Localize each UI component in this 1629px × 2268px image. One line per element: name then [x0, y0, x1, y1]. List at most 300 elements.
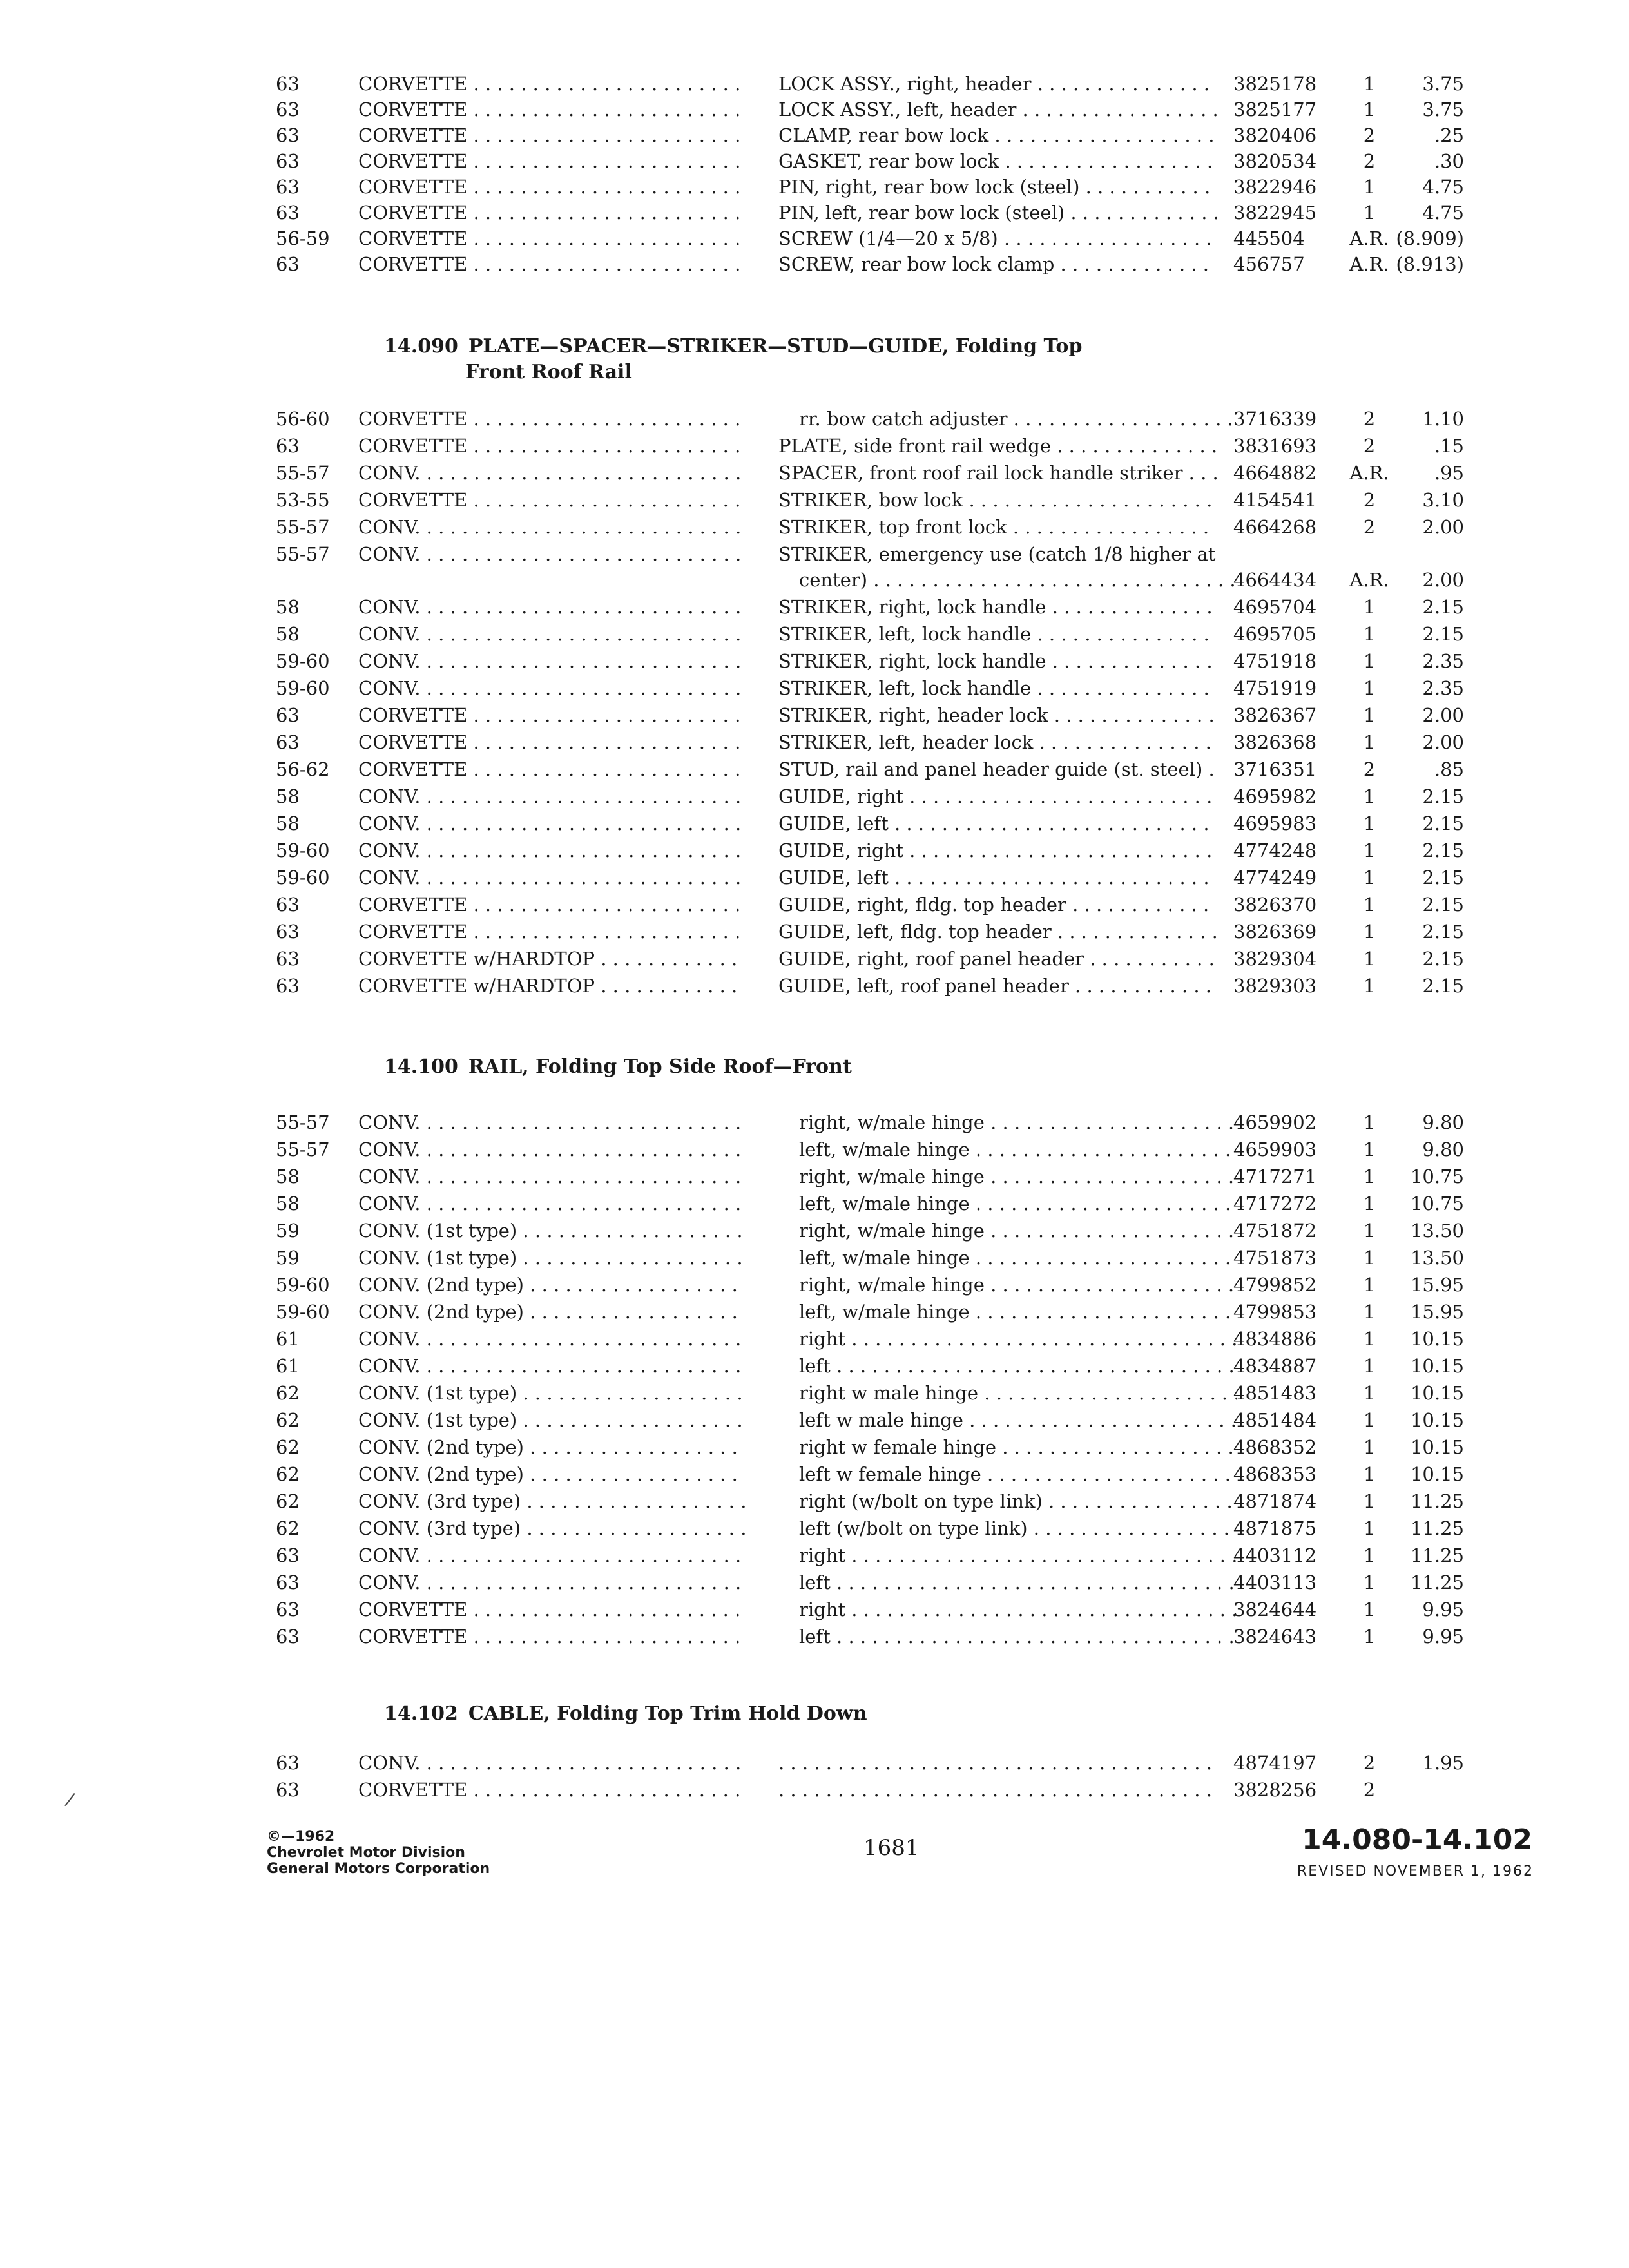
year-cell: 62	[276, 1382, 300, 1404]
description-cell: left . . .	[799, 1570, 1237, 1595]
model-cell: CONV. (2nd type) . . .	[358, 1272, 745, 1298]
price-cell: 11.25	[1410, 1544, 1464, 1566]
table-row	[0, 1434, 1629, 1460]
price-cell: 10.15	[1410, 1328, 1464, 1350]
year-cell: 55-57	[276, 1139, 330, 1160]
model-cell: CONV. . . .	[358, 1542, 745, 1568]
part-number-cell: 4717272	[1233, 1193, 1317, 1215]
description-cell: right w male hinge . . .	[799, 1380, 1237, 1406]
quantity-cell: 2	[1363, 124, 1376, 146]
year-cell: 63	[276, 1779, 300, 1801]
description-cell: left (w/bolt on type link) . . .	[799, 1515, 1237, 1541]
description-cell: right w female hinge . . .	[799, 1434, 1237, 1460]
price-cell: 10.15	[1410, 1355, 1464, 1377]
part-number-cell: 3826368	[1233, 731, 1317, 753]
quantity-cell: A.R.	[1349, 253, 1389, 275]
price-cell: 2.00	[1422, 731, 1464, 753]
table-row	[0, 226, 1629, 251]
part-number-cell: 4659903	[1233, 1139, 1317, 1160]
price-cell: 3.10	[1422, 489, 1464, 511]
description-cell: STRIKER, bow lock . . .	[778, 487, 1217, 513]
model-cell: CORVETTE . . .	[358, 122, 745, 148]
model-cell: CONV. . . .	[358, 1164, 745, 1189]
part-number-cell: 3716339	[1233, 408, 1317, 430]
model-cell: CORVETTE . . .	[358, 919, 745, 945]
year-cell: 63	[276, 99, 300, 120]
year-cell: 63	[276, 1626, 300, 1648]
year-cell: 59	[276, 1247, 300, 1269]
model-cell: CONV. . . .	[358, 838, 745, 863]
model-cell: CORVETTE . . .	[358, 174, 745, 200]
quantity-cell: 2	[1363, 150, 1376, 172]
table-row	[0, 541, 1629, 567]
year-cell: 58	[276, 785, 300, 807]
model-cell: CORVETTE . . .	[358, 1597, 745, 1622]
description-cell: GUIDE, right, roof panel header . . .	[778, 946, 1217, 972]
model-cell: CONV. (1st type) . . .	[358, 1245, 745, 1271]
description-cell: STRIKER, top front lock . . .	[778, 514, 1217, 540]
table-row	[0, 919, 1629, 945]
table-row	[0, 200, 1629, 226]
quantity-cell: 1	[1363, 1517, 1376, 1539]
model-cell: CORVETTE . . .	[358, 97, 745, 122]
price-cell: 2.35	[1422, 650, 1464, 672]
quantity-cell: 1	[1363, 1490, 1376, 1512]
year-cell: 63	[276, 202, 300, 224]
part-number-cell: 3822945	[1233, 202, 1317, 224]
part-number-cell: 4799852	[1233, 1274, 1317, 1296]
part-number-cell: 3826369	[1233, 921, 1317, 943]
model-cell: CONV. . . .	[358, 675, 745, 701]
model-cell: CONV. (2nd type) . . .	[358, 1461, 745, 1487]
year-cell: 63	[276, 435, 300, 457]
model-cell: CORVETTE . . .	[358, 729, 745, 755]
year-cell: 59-60	[276, 867, 330, 889]
year-cell: 63	[276, 1571, 300, 1593]
year-cell: 63	[276, 253, 300, 275]
description-cell: GUIDE, right . . .	[778, 838, 1217, 863]
quantity-cell: 1	[1363, 704, 1376, 726]
price-cell: 13.50	[1410, 1247, 1464, 1269]
part-number-cell: 4851483	[1233, 1382, 1317, 1404]
description-cell: CLAMP, rear bow lock . . .	[778, 122, 1217, 148]
model-cell: CONV. (1st type) . . .	[358, 1407, 745, 1433]
part-number-cell: 3824644	[1233, 1599, 1317, 1620]
part-number-cell: 4403113	[1233, 1571, 1317, 1593]
year-cell: 63	[276, 150, 300, 172]
description-cell: GUIDE, left . . .	[778, 865, 1217, 890]
table-row	[0, 1110, 1629, 1135]
table-row	[0, 756, 1629, 782]
part-number-cell: 4659902	[1233, 1111, 1317, 1133]
price-cell: 2.15	[1422, 894, 1464, 916]
description-cell: right, w/male hinge . . .	[799, 1164, 1237, 1189]
year-cell: 55-57	[276, 543, 330, 565]
description-cell: GUIDE, left . . .	[778, 811, 1217, 836]
table-row	[0, 406, 1629, 432]
quantity-cell: 1	[1363, 1247, 1376, 1269]
description-cell: SPACER, front roof rail lock handle striker . . .	[778, 460, 1217, 486]
table-row	[0, 1218, 1629, 1244]
section-heading	[384, 334, 1082, 360]
table-row	[0, 1515, 1629, 1541]
part-number-cell: 4834886	[1233, 1328, 1317, 1350]
year-cell: 63	[276, 731, 300, 753]
year-cell: 53-55	[276, 489, 330, 511]
price-cell: .95	[1434, 462, 1464, 484]
table-row	[0, 71, 1629, 97]
section-title: PLATE—SPACER—STRIKER—STUD—GUIDE, Folding Top	[468, 335, 1083, 358]
model-cell: CORVETTE . . .	[358, 1777, 745, 1803]
section-title: RAIL, Folding Top Side Roof—Front	[468, 1055, 852, 1078]
table-row	[0, 514, 1629, 540]
description-cell: right (w/bolt on type link) . . .	[799, 1488, 1237, 1514]
quantity-cell: 1	[1363, 1463, 1376, 1485]
price-cell: 1.10	[1422, 408, 1464, 430]
part-number-cell: 4717271	[1233, 1166, 1317, 1187]
price-cell: 2.15	[1422, 867, 1464, 889]
model-cell: CORVETTE . . .	[358, 892, 745, 918]
price-cell: 10.15	[1410, 1436, 1464, 1458]
quantity-cell: 1	[1363, 1355, 1376, 1377]
year-cell: 58	[276, 623, 300, 645]
price-cell: 4.75	[1422, 202, 1464, 224]
price-cell: 2.15	[1422, 921, 1464, 943]
description-cell: GASKET, rear bow lock . . .	[778, 148, 1217, 174]
price-cell: .85	[1434, 758, 1464, 780]
quantity-cell: 2	[1363, 489, 1376, 511]
price-cell: 15.95	[1410, 1301, 1464, 1323]
quantity-cell: 1	[1363, 731, 1376, 753]
quantity-cell: 1	[1363, 1139, 1376, 1160]
section-number: 14.100	[384, 1055, 458, 1078]
table-row	[0, 1245, 1629, 1271]
description-cell: PIN, left, rear bow lock (steel) . . .	[778, 200, 1217, 226]
year-cell: 62	[276, 1490, 300, 1512]
part-number-cell: 3826370	[1233, 894, 1317, 916]
year-cell: 58	[276, 812, 300, 834]
price-cell: 10.75	[1410, 1193, 1464, 1215]
year-cell: 58	[276, 1193, 300, 1215]
model-cell: CONV. . . .	[358, 811, 745, 836]
quantity-cell: 1	[1363, 867, 1376, 889]
year-cell: 59-60	[276, 840, 330, 861]
model-cell: CORVETTE . . .	[358, 756, 745, 782]
part-number-cell: 3716351	[1233, 758, 1317, 780]
part-number-cell: 4871874	[1233, 1490, 1317, 1512]
price-cell: 2.15	[1422, 948, 1464, 970]
table-row	[0, 973, 1629, 999]
table-row	[0, 946, 1629, 972]
year-cell: 63	[276, 73, 300, 95]
quantity-cell: 2	[1363, 408, 1376, 430]
price-cell: 9.95	[1422, 1626, 1464, 1648]
model-cell: CORVETTE . . .	[358, 200, 745, 226]
section-subtitle: Front Roof Rail	[465, 361, 632, 383]
table-row	[0, 1326, 1629, 1352]
price-cell: 4.75	[1422, 176, 1464, 198]
description-cell: rr. bow catch adjuster . . .	[799, 406, 1237, 432]
quantity-cell: 1	[1363, 1544, 1376, 1566]
table-row	[0, 702, 1629, 728]
year-cell: 62	[276, 1517, 300, 1539]
year-cell: 59	[276, 1220, 300, 1242]
quantity-cell: 1	[1363, 1571, 1376, 1593]
price-cell: 15.95	[1410, 1274, 1464, 1296]
description-cell: STRIKER, left, header lock . . .	[778, 729, 1217, 755]
table-row	[0, 174, 1629, 200]
part-number-cell: 4868352	[1233, 1436, 1317, 1458]
part-number-cell: 4695704	[1233, 596, 1317, 618]
quantity-cell: 1	[1363, 1111, 1376, 1133]
quantity-cell: 1	[1363, 596, 1376, 618]
part-number-cell: 3828256	[1233, 1779, 1317, 1801]
model-cell: CORVETTE . . .	[358, 487, 745, 513]
model-cell: CORVETTE . . .	[358, 406, 745, 432]
year-cell: 55-57	[276, 1111, 330, 1133]
price-cell: 2.15	[1422, 812, 1464, 834]
model-cell: CONV. . . .	[358, 1110, 745, 1135]
year-cell: 63	[276, 894, 300, 916]
table-row	[0, 811, 1629, 836]
table-row	[0, 1570, 1629, 1595]
price-cell: 10.15	[1410, 1463, 1464, 1485]
part-number-cell: 3825177	[1233, 99, 1317, 120]
quantity-cell: 1	[1363, 894, 1376, 916]
table-row	[0, 1777, 1629, 1803]
part-number-cell: 4695983	[1233, 812, 1317, 834]
year-cell: 59-60	[276, 1274, 330, 1296]
table-row	[0, 1597, 1629, 1622]
price-cell: 2.00	[1422, 516, 1464, 538]
table-row	[0, 675, 1629, 701]
description-cell: GUIDE, right, fldg. top header . . .	[778, 892, 1217, 918]
revision-date: REVISED NOVEMBER 1, 1962	[1296, 1863, 1534, 1879]
year-cell: 62	[276, 1409, 300, 1431]
model-cell: CONV. . . .	[358, 783, 745, 809]
part-number-cell: 456757	[1233, 253, 1305, 275]
year-cell: 55-57	[276, 462, 330, 484]
table-row	[0, 1407, 1629, 1433]
price-cell: (8.913)	[1396, 253, 1464, 275]
year-cell: 56-62	[276, 758, 330, 780]
description-cell: left, w/male hinge . . .	[799, 1191, 1237, 1216]
year-cell: 63	[276, 921, 300, 943]
model-cell: CONV. . . .	[358, 541, 745, 567]
model-cell: CONV. . . .	[358, 1750, 745, 1776]
model-cell: CONV. . . .	[358, 1353, 745, 1379]
price-cell: 3.75	[1422, 73, 1464, 95]
model-cell: CORVETTE w/HARDTOP . . .	[358, 973, 745, 999]
quantity-cell: 1	[1363, 1220, 1376, 1242]
quantity-cell: 1	[1363, 677, 1376, 699]
model-cell: CORVETTE . . .	[358, 251, 745, 277]
description-cell: left, w/male hinge . . .	[799, 1299, 1237, 1325]
division-name: Chevrolet Motor Division	[267, 1845, 465, 1861]
model-cell: CORVETTE . . .	[358, 226, 745, 251]
year-cell: 63	[276, 124, 300, 146]
year-cell: 55-57	[276, 516, 330, 538]
description-cell: right, w/male hinge . . .	[799, 1218, 1237, 1244]
part-number-cell: 4664882	[1233, 462, 1317, 484]
model-cell: CORVETTE . . .	[358, 71, 745, 97]
quantity-cell: 1	[1363, 1409, 1376, 1431]
description-cell	[778, 1777, 1217, 1803]
price-cell: .30	[1434, 150, 1464, 172]
part-number-cell: 4154541	[1233, 489, 1317, 511]
table-row	[0, 1164, 1629, 1189]
price-cell: (8.909)	[1396, 227, 1464, 249]
description-cell: STRIKER, right, header lock . . .	[778, 702, 1217, 728]
part-number-cell: 4664268	[1233, 516, 1317, 538]
part-number-cell: 3820534	[1233, 150, 1317, 172]
price-cell: 10.15	[1410, 1382, 1464, 1404]
quantity-cell: A.R.	[1349, 227, 1389, 249]
quantity-cell: 1	[1363, 1166, 1376, 1187]
quantity-cell: 1	[1363, 1274, 1376, 1296]
section-title: CABLE, Folding Top Trim Hold Down	[468, 1702, 867, 1725]
description-cell: left, w/male hinge . . .	[799, 1137, 1237, 1162]
model-cell: CORVETTE . . .	[358, 702, 745, 728]
model-cell: CORVETTE . . .	[358, 1624, 745, 1649]
price-cell: 13.50	[1410, 1220, 1464, 1242]
description-cell: GUIDE, left, fldg. top header . . .	[778, 919, 1217, 945]
table-row	[0, 487, 1629, 513]
model-cell: CONV. (3rd type) . . .	[358, 1515, 745, 1541]
table-row	[0, 1488, 1629, 1514]
year-cell: 63	[276, 176, 300, 198]
quantity-cell: 1	[1363, 975, 1376, 997]
table-row	[0, 783, 1629, 809]
model-cell: CONV. . . .	[358, 594, 745, 620]
part-number-cell: 445504	[1233, 227, 1305, 249]
year-cell: 58	[276, 596, 300, 618]
part-number-cell: 3825178	[1233, 73, 1317, 95]
section-heading	[384, 1054, 852, 1080]
footer-publisher	[267, 1829, 490, 1877]
part-number-cell: 4799853	[1233, 1301, 1317, 1323]
price-cell: .25	[1434, 124, 1464, 146]
quantity-cell: 1	[1363, 1301, 1376, 1323]
price-cell: 9.95	[1422, 1599, 1464, 1620]
quantity-cell: 2	[1363, 758, 1376, 780]
quantity-cell: 2	[1363, 1752, 1376, 1774]
table-row	[0, 97, 1629, 122]
table-row	[0, 1272, 1629, 1298]
model-cell: CONV. . . .	[358, 648, 745, 674]
quantity-cell: 1	[1363, 812, 1376, 834]
year-cell: 56-60	[276, 408, 330, 430]
part-number-cell: 4751872	[1233, 1220, 1317, 1242]
description-cell: GUIDE, right . . .	[778, 783, 1217, 809]
description-cell: left w male hinge . . .	[799, 1407, 1237, 1433]
description-cell: PIN, right, rear bow lock (steel) . . .	[778, 174, 1217, 200]
year-cell: 59-60	[276, 677, 330, 699]
part-number-cell: 3822946	[1233, 176, 1317, 198]
price-cell: 2.15	[1422, 975, 1464, 997]
copyright: ©—1962	[267, 1829, 335, 1845]
part-number-cell: 4871875	[1233, 1517, 1317, 1539]
model-cell: CONV. (1st type) . . .	[358, 1380, 745, 1406]
model-cell: CORVETTE w/HARDTOP . . .	[358, 946, 745, 972]
price-cell: 2.00	[1422, 569, 1464, 591]
section-number: 14.102	[384, 1702, 458, 1725]
table-row	[0, 838, 1629, 863]
description-cell: left . . .	[799, 1624, 1237, 1649]
description-cell: STRIKER, right, lock handle . . .	[778, 648, 1217, 674]
table-row-continuation	[0, 567, 1629, 593]
quantity-cell: 1	[1363, 921, 1376, 943]
year-cell: 63	[276, 1599, 300, 1620]
price-cell: 10.15	[1410, 1409, 1464, 1431]
model-cell: CONV. . . .	[358, 1137, 745, 1162]
table-row	[0, 1191, 1629, 1216]
table-row	[0, 1461, 1629, 1487]
description-cell: right . . .	[799, 1597, 1237, 1622]
description-cell: right . . .	[799, 1542, 1237, 1568]
table-row	[0, 594, 1629, 620]
model-cell: CORVETTE . . .	[358, 148, 745, 174]
description-cell: STRIKER, left, lock handle . . .	[778, 621, 1217, 647]
price-cell: 9.80	[1422, 1139, 1464, 1160]
year-cell: 63	[276, 948, 300, 970]
price-cell: 2.15	[1422, 596, 1464, 618]
table-row	[0, 621, 1629, 647]
price-cell: 9.80	[1422, 1111, 1464, 1133]
quantity-cell: 2	[1363, 516, 1376, 538]
year-cell: 61	[276, 1355, 300, 1377]
model-cell: CONV. . . .	[358, 514, 745, 540]
section-number: 14.090	[384, 335, 458, 358]
part-number-cell: 4751873	[1233, 1247, 1317, 1269]
model-cell: CONV. (1st type) . . .	[358, 1218, 745, 1244]
quantity-cell: 1	[1363, 99, 1376, 120]
model-cell: CONV. . . .	[358, 865, 745, 890]
year-cell: 63	[276, 704, 300, 726]
section-heading	[384, 1701, 867, 1727]
quantity-cell: 1	[1363, 1626, 1376, 1648]
model-cell: CONV. . . .	[358, 1326, 745, 1352]
description-cell: left . . .	[799, 1353, 1237, 1379]
model-cell: CONV. . . .	[358, 460, 745, 486]
table-row	[0, 729, 1629, 755]
description-cell: PLATE, side front rail wedge . . .	[778, 433, 1217, 459]
part-number-cell: 4695982	[1233, 785, 1317, 807]
price-cell: 2.00	[1422, 704, 1464, 726]
part-number-cell: 4664434	[1233, 569, 1317, 591]
description-cell: STRIKER, emergency use (catch 1/8 higher at	[778, 543, 1216, 565]
price-cell: 10.75	[1410, 1166, 1464, 1187]
year-cell: 62	[276, 1463, 300, 1485]
part-number-cell: 3820406	[1233, 124, 1317, 146]
model-cell: CONV. . . .	[358, 1191, 745, 1216]
price-cell: 11.25	[1410, 1571, 1464, 1593]
quantity-cell: 1	[1363, 1436, 1376, 1458]
table-row	[0, 1353, 1629, 1379]
table-row	[0, 892, 1629, 918]
year-cell: 58	[276, 1166, 300, 1187]
quantity-cell: 2	[1363, 1779, 1376, 1801]
part-number-cell: 3826367	[1233, 704, 1317, 726]
quantity-cell: 1	[1363, 650, 1376, 672]
model-cell: CONV. . . .	[358, 621, 745, 647]
year-cell: 62	[276, 1436, 300, 1458]
year-cell: 59-60	[276, 650, 330, 672]
year-cell: 59-60	[276, 1301, 330, 1323]
price-cell: 3.75	[1422, 99, 1464, 120]
quantity-cell: A.R.	[1349, 462, 1389, 484]
year-cell: 61	[276, 1328, 300, 1350]
